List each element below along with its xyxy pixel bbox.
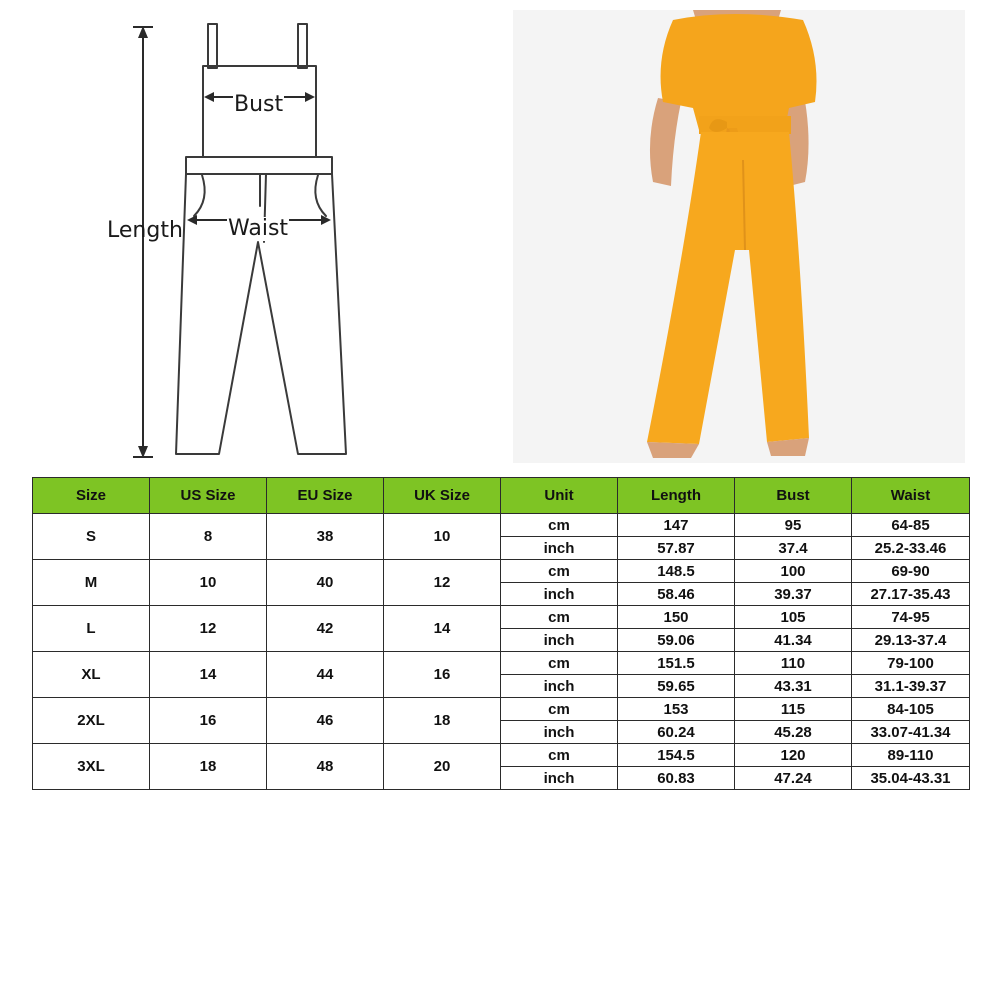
size-cell: XL <box>33 652 150 698</box>
bust-cell: 45.28 <box>735 721 852 744</box>
column-header: Size <box>33 478 150 514</box>
size-cell: M <box>33 560 150 606</box>
us-size-cell: 8 <box>150 514 267 560</box>
bust-cell: 39.37 <box>735 583 852 606</box>
waist-cell: 79-100 <box>852 652 970 675</box>
length-cell: 150 <box>618 606 735 629</box>
length-cell: 154.5 <box>618 744 735 767</box>
unit-cell: cm <box>501 560 618 583</box>
us-size-cell: 10 <box>150 560 267 606</box>
unit-cell: inch <box>501 675 618 698</box>
length-cell: 147 <box>618 514 735 537</box>
uk-size-cell: 12 <box>384 560 501 606</box>
uk-size-cell: 14 <box>384 606 501 652</box>
waist-cell: 84-105 <box>852 698 970 721</box>
us-size-cell: 14 <box>150 652 267 698</box>
column-header: EU Size <box>267 478 384 514</box>
unit-cell: cm <box>501 698 618 721</box>
eu-size-cell: 46 <box>267 698 384 744</box>
bust-cell: 41.34 <box>735 629 852 652</box>
bust-label: Bust <box>234 92 284 117</box>
column-header: Bust <box>735 478 852 514</box>
length-cell: 148.5 <box>618 560 735 583</box>
table-row <box>33 744 970 767</box>
column-header: Unit <box>501 478 618 514</box>
table-row <box>33 652 970 675</box>
waist-cell: 25.2-33.46 <box>852 537 970 560</box>
unit-cell: cm <box>501 606 618 629</box>
bust-cell: 110 <box>735 652 852 675</box>
length-cell: 60.24 <box>618 721 735 744</box>
unit-cell: inch <box>501 767 618 790</box>
model-wearing-jumpsuit-icon <box>513 10 965 463</box>
bust-cell: 105 <box>735 606 852 629</box>
uk-size-cell: 10 <box>384 514 501 560</box>
table-row <box>33 698 970 721</box>
waist-cell: 35.04-43.31 <box>852 767 970 790</box>
eu-size-cell: 44 <box>267 652 384 698</box>
size-cell: L <box>33 606 150 652</box>
column-header: UK Size <box>384 478 501 514</box>
measurement-diagram <box>100 10 380 465</box>
eu-size-cell: 48 <box>267 744 384 790</box>
bust-cell: 115 <box>735 698 852 721</box>
waist-cell: 74-95 <box>852 606 970 629</box>
size-cell: 2XL <box>33 698 150 744</box>
length-cell: 151.5 <box>618 652 735 675</box>
eu-size-cell: 40 <box>267 560 384 606</box>
waist-cell: 27.17-35.43 <box>852 583 970 606</box>
product-photo <box>513 10 965 463</box>
bust-cell: 100 <box>735 560 852 583</box>
unit-cell: cm <box>501 652 618 675</box>
length-cell: 58.46 <box>618 583 735 606</box>
unit-cell: cm <box>501 514 618 537</box>
length-label: Length <box>107 218 183 243</box>
eu-size-cell: 38 <box>267 514 384 560</box>
waist-cell: 89-110 <box>852 744 970 767</box>
length-cell: 59.06 <box>618 629 735 652</box>
bust-cell: 43.31 <box>735 675 852 698</box>
column-header: Length <box>618 478 735 514</box>
us-size-cell: 16 <box>150 698 267 744</box>
table-header-row <box>33 478 970 514</box>
uk-size-cell: 20 <box>384 744 501 790</box>
bust-cell: 95 <box>735 514 852 537</box>
waist-cell: 64-85 <box>852 514 970 537</box>
unit-cell: cm <box>501 744 618 767</box>
length-cell: 57.87 <box>618 537 735 560</box>
column-header: Waist <box>852 478 970 514</box>
unit-cell: inch <box>501 583 618 606</box>
waist-cell: 33.07-41.34 <box>852 721 970 744</box>
bust-cell: 37.4 <box>735 537 852 560</box>
size-cell: 3XL <box>33 744 150 790</box>
waist-cell: 31.1-39.37 <box>852 675 970 698</box>
waist-cell: 29.13-37.4 <box>852 629 970 652</box>
unit-cell: inch <box>501 721 618 744</box>
table-row <box>33 560 970 583</box>
length-cell: 60.83 <box>618 767 735 790</box>
column-header: US Size <box>150 478 267 514</box>
length-cell: 153 <box>618 698 735 721</box>
length-cell: 59.65 <box>618 675 735 698</box>
bust-cell: 47.24 <box>735 767 852 790</box>
table-row <box>33 606 970 629</box>
waist-label: Waist <box>228 216 289 241</box>
unit-cell: inch <box>501 537 618 560</box>
size-cell: S <box>33 514 150 560</box>
us-size-cell: 18 <box>150 744 267 790</box>
unit-cell: inch <box>501 629 618 652</box>
eu-size-cell: 42 <box>267 606 384 652</box>
uk-size-cell: 18 <box>384 698 501 744</box>
waist-cell: 69-90 <box>852 560 970 583</box>
size-chart-table <box>32 477 970 790</box>
uk-size-cell: 16 <box>384 652 501 698</box>
us-size-cell: 12 <box>150 606 267 652</box>
table-row <box>33 514 970 537</box>
bust-cell: 120 <box>735 744 852 767</box>
